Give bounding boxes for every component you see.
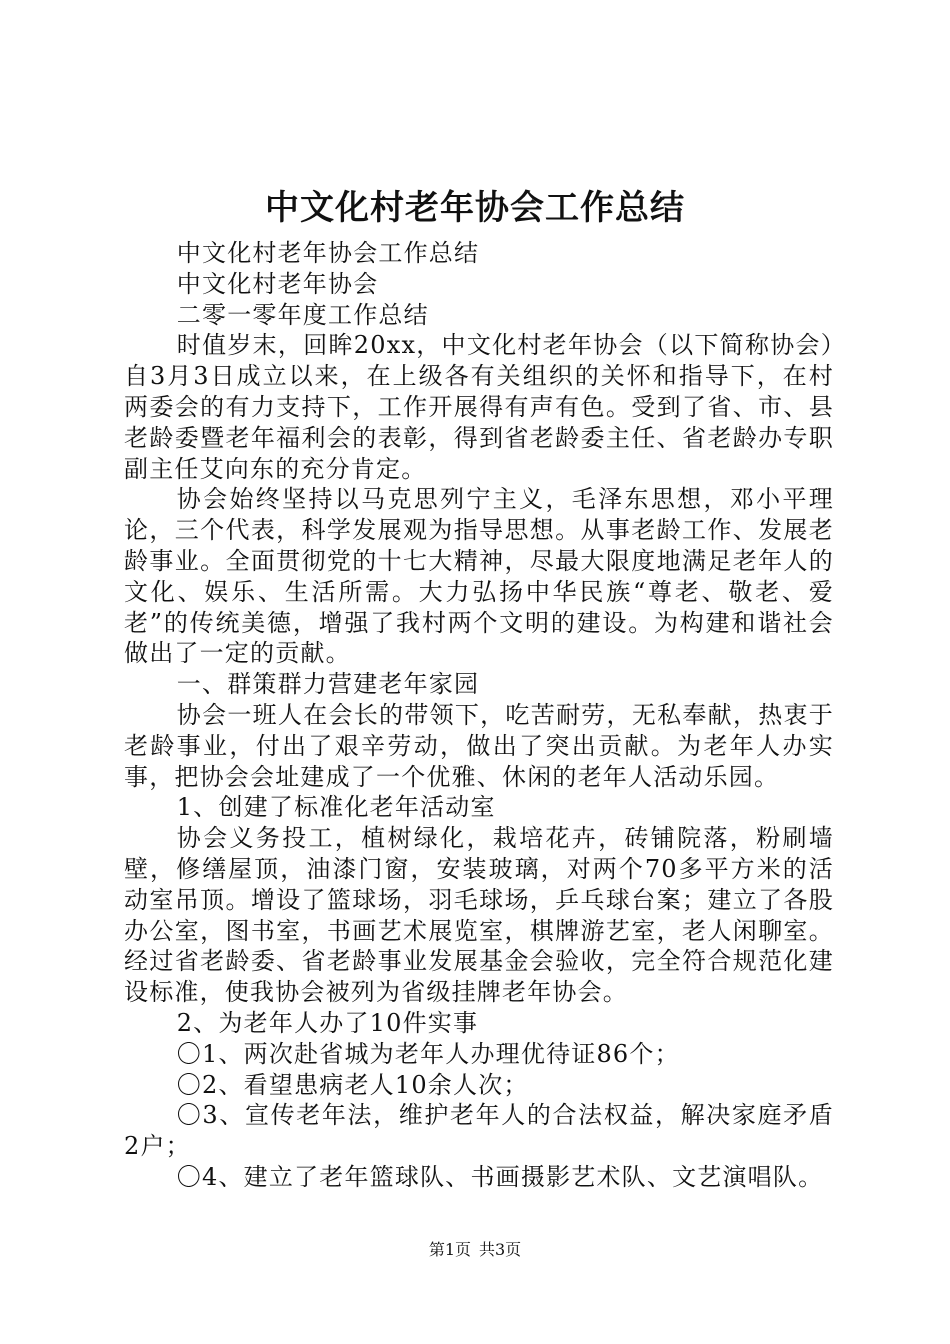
list-item-4: 〇4、建立了老年篮球队、书画摄影艺术队、文艺演唱队。 bbox=[176, 1162, 824, 1191]
list-item-2: 〇2、看望患病老人10余人次； bbox=[176, 1070, 529, 1099]
list-item-3: 〇3、宣传老年法，维护老年人的合法权益，解决家庭矛盾2户； bbox=[124, 1101, 834, 1161]
subsection-heading-1: 1、创建了标准化老年活动室 bbox=[176, 793, 496, 822]
paragraph-introduction: 时值岁末，回眸20xx，中文化村老年协会（以下简称协会）自3月3日成立以来，在上级各有关组织的关怀和指导下，在村两委会的有力支持下，工作开展得有声有色。受到了省、市、县老龄委暨老年福利会的表彰，得到省老龄委主任、省老龄办专职副主任艾向东的充分肯定。 bbox=[124, 331, 834, 483]
paragraph-organization: 中文化村老年协会 bbox=[176, 269, 379, 298]
paragraph-subtitle: 中文化村老年协会工作总结 bbox=[176, 239, 480, 267]
subsection-heading-2: 2、为老年人办了10件实事 bbox=[176, 1008, 479, 1037]
paragraph-guiding-principles: 协会始终坚持以马克思列宁主义，毛泽东思想，邓小平理论，三个代表，科学发展观为指导思想。从事老龄工作、发展老龄事业。全面贯彻党的十七大精神，尽最大限度地满足老年人的文化、娱乐、生活所需。大力弘扬中华民族“尊老、敬老、爱老”的传统美德，增强了我村两个文明的建设。为构建和谐社会做出了一定的贡献。 bbox=[124, 485, 834, 668]
list-item-1: 〇1、两次赴省城为老年人办理优待证86个； bbox=[176, 1039, 680, 1068]
section-heading-1: 一、群策群力营建老年家园 bbox=[176, 670, 480, 699]
paragraph-report-title: 二零一零年度工作总结 bbox=[176, 300, 429, 329]
document-body bbox=[124, 238, 834, 1193]
paragraph-section-1: 协会一班人在会长的带领下，吃苦耐劳，无私奉献，热衷于老龄事业，付出了艰辛劳动，做出了突出贡献。为老年人办实事，把协会会址建成了一个优雅、休闲的老年人活动乐园。 bbox=[124, 700, 834, 791]
page-total: 共3页 bbox=[479, 1240, 522, 1259]
page-footer bbox=[0, 1238, 950, 1262]
document-title: 中文化村老年协会工作总结 bbox=[265, 188, 685, 228]
page-number: 第1页 bbox=[428, 1240, 471, 1259]
paragraph-activity-room: 协会义务投工，植树绿化，栽培花卉，砖铺院落，粉刷墙壁，修缮屋顶，油漆门窗，安装玻璃，对两个70多平方米的活动室吊顶。增设了篮球场，羽毛球场，乒乓球台案；建立了各股办公室，图书室，书画艺术展览室，棋牌游艺室，老人闲聊室。经过省老龄委、省老龄事业发展基金会验收，完全符合规范化建设标准，使我协会被列为省级挂牌老年协会。 bbox=[124, 824, 834, 1007]
